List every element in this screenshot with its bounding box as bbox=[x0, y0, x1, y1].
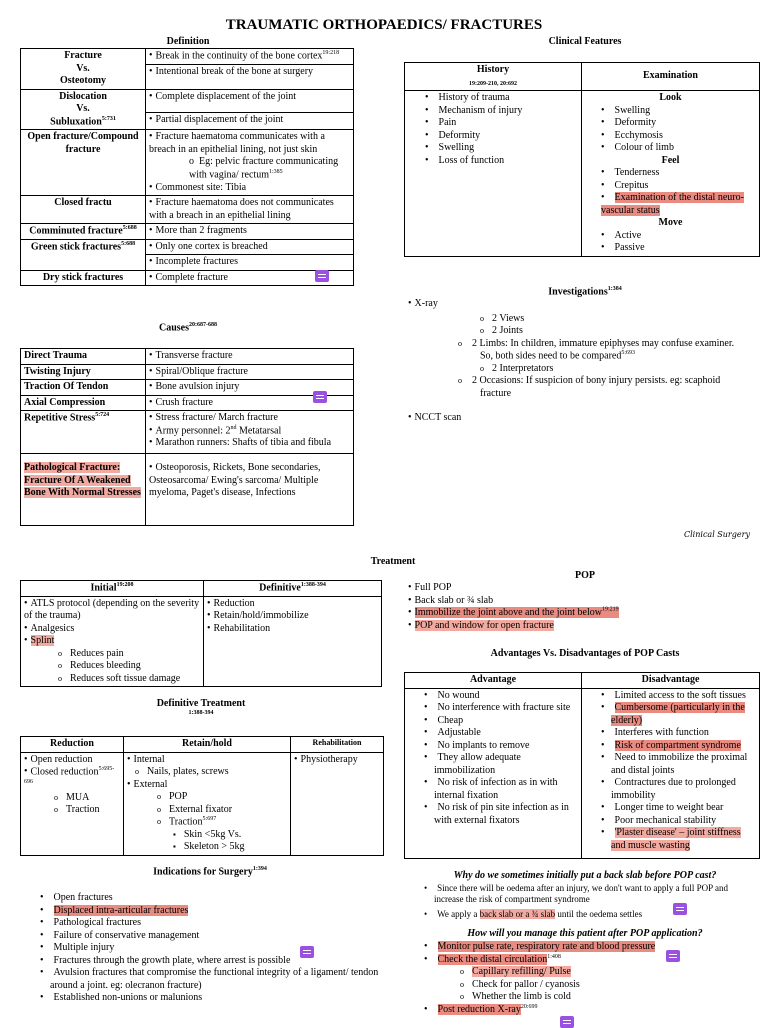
list-item: • Fracture haematoma communicates with a breach in an epithelial lining, not just skin bbox=[149, 131, 350, 156]
definitive-header: Definitive$^{1:388-394}$ bbox=[204, 581, 382, 597]
list-item: • We apply a back slab or a ¾ slab until the oedema settles bbox=[408, 909, 758, 920]
table-row bbox=[21, 89, 354, 130]
table-row bbox=[21, 411, 354, 454]
definitive-table bbox=[20, 736, 384, 856]
list-item: • Colour of limb bbox=[585, 142, 756, 155]
list-item: • Retain/hold/immobilize bbox=[207, 610, 378, 623]
history-header: History 19:209-210, 20:692 bbox=[405, 63, 582, 91]
list-item: o 2 Joints bbox=[458, 325, 748, 338]
treatment-table bbox=[20, 580, 382, 687]
term-dislocation: Dislocation Vs. Subluxation$^{5:731}$ bbox=[21, 89, 146, 130]
list-item: • Swelling bbox=[409, 142, 578, 155]
list-item: • No risk of pin site infection as in with external fixators bbox=[408, 802, 578, 827]
table-row bbox=[21, 395, 354, 411]
list-item: • Spiral/Oblique fracture bbox=[146, 364, 354, 380]
list-item: • Back slab or ¾ slab bbox=[408, 595, 758, 608]
definition-heading: Definition bbox=[166, 36, 210, 47]
list-item: o 2 Limbs: In children, immature epiphyses may confuse examiner. So, both sides need to be compared$^{5:693}$ bbox=[458, 337, 735, 362]
list-item: • History of trauma bbox=[409, 92, 578, 105]
retain-header: Retain/hold bbox=[124, 737, 291, 753]
comment-icon[interactable] bbox=[666, 950, 680, 962]
table-row bbox=[21, 49, 354, 90]
list-item: • Fracture haematoma does not communicates with a breach in an epithelial lining bbox=[146, 196, 354, 224]
list-item: ▪ Skin <5kg Vs. bbox=[127, 829, 287, 842]
list-item: • Failure of conservative management bbox=[24, 930, 380, 943]
table-row bbox=[21, 454, 354, 526]
footer-script: Clinical Surgery bbox=[684, 530, 750, 539]
term-drystick: Dry stick fractures bbox=[21, 270, 146, 286]
list-item: • Complete displacement of the joint bbox=[146, 90, 353, 113]
list-item: o 2 Views bbox=[458, 313, 748, 326]
list-item: o Check for pallor / cyanosis bbox=[438, 979, 758, 992]
term-open-fracture: Open fracture/Compound fracture bbox=[21, 130, 146, 196]
list-item: • Examination of the distal neuro-vascular status bbox=[585, 192, 756, 217]
definition-table bbox=[20, 48, 354, 286]
look-header: Look bbox=[659, 92, 682, 103]
document-title: TRAUMATIC ORTHOPAEDICS/ FRACTURES bbox=[225, 17, 543, 33]
table-row bbox=[21, 224, 354, 240]
list-item: • Cheap bbox=[408, 715, 578, 728]
list-item: • Check the distal circulation$^{1:408}$ bbox=[408, 954, 758, 967]
definitive-ref: 1:388-394 bbox=[188, 710, 214, 716]
treatment-heading: Treatment bbox=[370, 556, 416, 567]
list-item: • X-ray bbox=[408, 298, 748, 311]
reduction-header: Reduction bbox=[21, 737, 124, 753]
list-item: • Risk of compartment syndrome bbox=[585, 740, 756, 753]
list-item: • Full POP bbox=[408, 582, 758, 595]
cause-term: Repetitive Stress$^{5:724}$ bbox=[21, 411, 146, 454]
list-item: • Army personnel: 2nd Metatarsal bbox=[149, 425, 350, 438]
list-item: • Adjustable bbox=[408, 727, 578, 740]
list-item: • More than 2 fragments bbox=[146, 224, 354, 240]
table-row bbox=[21, 130, 354, 196]
list-item: o Reduces bleeding bbox=[36, 660, 200, 673]
table-row bbox=[21, 270, 354, 286]
list-item: • Commonest site: Tibia bbox=[149, 182, 350, 195]
question-backslab: Why do we sometimes initially put a back slab before POP cast? bbox=[453, 870, 717, 881]
table-row bbox=[21, 380, 354, 396]
list-item: • Analgesics bbox=[24, 623, 200, 636]
list-item: • Contractures due to prolonged immobility bbox=[585, 777, 756, 802]
comment-icon[interactable] bbox=[313, 391, 327, 403]
term-comminuted: Comminuted fracture$^{5:688}$ bbox=[21, 224, 146, 240]
list-item: • Rehabilitation bbox=[207, 623, 378, 636]
list-item: • Active bbox=[585, 230, 756, 243]
list-item: • Deformity bbox=[409, 130, 578, 143]
list-item: • Monitor pulse rate, respiratory rate and blood pressure bbox=[408, 941, 758, 954]
list-item: • Pathological fractures bbox=[24, 917, 380, 930]
list-item: • Displaced intra-articular fractures bbox=[24, 905, 380, 918]
list-item: • Established non-unions or malunions bbox=[24, 992, 380, 1005]
list-item: • Physiotherapy bbox=[291, 752, 384, 855]
advdis-table bbox=[404, 672, 760, 859]
list-item: o 2 Interpretators bbox=[458, 363, 748, 376]
table-row bbox=[21, 239, 354, 270]
disadvantage-header: Disadvantage bbox=[582, 673, 760, 689]
comment-icon[interactable] bbox=[300, 946, 314, 958]
list-item: • Mechanism of injury bbox=[409, 105, 578, 118]
initial-header: Initial$^{19:208}$ bbox=[21, 581, 204, 597]
list-item: • Partial displacement of the joint bbox=[146, 113, 353, 128]
list-item: o Reduces pain bbox=[36, 648, 200, 661]
list-item: • Longer time to weight bear bbox=[585, 802, 756, 815]
term-closed: Closed fractu bbox=[21, 196, 146, 224]
list-item: • 'Plaster disease' – joint stiffness and muscle wasting bbox=[585, 827, 756, 852]
cause-term: Direct Trauma bbox=[21, 349, 146, 365]
table-row bbox=[21, 364, 354, 380]
list-item: • Limited access to the soft tissues bbox=[585, 690, 756, 703]
cause-term: Twisting Injury bbox=[21, 364, 146, 380]
investigations-heading: Investigations$^{1:384}$ bbox=[548, 286, 622, 298]
list-item: • Reduction bbox=[207, 598, 378, 611]
list-item: • External bbox=[127, 779, 287, 792]
list-item: • Transverse fracture bbox=[146, 349, 354, 365]
list-item: • Since there will be oedema after an injury, we don't want to apply a full POP and increase the risk of compartment syndrome bbox=[408, 883, 758, 906]
list-item: • Open fractures bbox=[24, 892, 380, 905]
list-item: • Ecchymosis bbox=[585, 130, 756, 143]
list-item: • Open reduction bbox=[24, 754, 120, 767]
list-item: • No implants to remove bbox=[408, 740, 578, 753]
list-item: • No wound bbox=[408, 690, 578, 703]
list-item: • Passive bbox=[585, 242, 756, 255]
list-item: o Capillary refilling/ Pulse bbox=[438, 966, 758, 979]
q2-answers bbox=[408, 941, 758, 1017]
investigations-list bbox=[408, 298, 748, 425]
list-item: • Interferes with function bbox=[585, 727, 756, 740]
list-item: o Eg: pelvic fracture communicating with vagina/ rectum$^{1:385}$ bbox=[189, 156, 339, 181]
list-item: • Complete fracture bbox=[146, 270, 354, 286]
cause-term: Axial Compression bbox=[21, 395, 146, 411]
rehab-header: Rehabilitation bbox=[291, 737, 384, 753]
list-item: • Stress fracture/ March fracture bbox=[149, 412, 350, 425]
list-item: • Only one cortex is breached bbox=[146, 240, 353, 256]
surgery-heading: Indications for Surgery$^{1:394}$ bbox=[153, 866, 267, 878]
list-item: • Break in the continuity of the bone cortex$^{19:218}$ bbox=[146, 49, 353, 65]
list-item: o 2 Occasions: If suspicion of bony injury persists. eg: scaphoid fracture bbox=[458, 375, 721, 399]
list-item: • Splint bbox=[24, 635, 200, 648]
comment-icon[interactable] bbox=[560, 1016, 574, 1028]
comment-icon[interactable] bbox=[315, 270, 329, 282]
list-item: • No risk of infection as in with internal fixation bbox=[408, 777, 578, 802]
pop-list bbox=[408, 582, 758, 632]
advantage-header: Advantage bbox=[405, 673, 582, 689]
feel-header: Feel bbox=[661, 154, 680, 166]
table-row bbox=[21, 349, 354, 365]
list-item: • Swelling bbox=[585, 105, 756, 118]
list-item: • Cumbersome (particularly in the elderly) bbox=[585, 702, 756, 727]
table-row bbox=[21, 196, 354, 224]
question-after-pop: How will you manage this patient after POP application? bbox=[467, 928, 703, 939]
list-item: • NCCT scan bbox=[408, 412, 748, 425]
causes-table bbox=[20, 348, 354, 526]
q1-answers bbox=[408, 883, 758, 920]
clinical-heading: Clinical Features bbox=[548, 36, 622, 47]
list-item: • Avulsion fractures that compromise the functional integrity of a ligament/ tendon around a joint. eg: olecranon fracture) bbox=[24, 967, 380, 992]
term-fracture: Fracture Vs. Osteotomy bbox=[21, 49, 146, 90]
list-item: • Crepitus bbox=[585, 180, 756, 193]
list-item: ▪ Skeleton > 5kg bbox=[127, 841, 287, 854]
definitive-heading: Definitive Treatment bbox=[156, 698, 246, 709]
move-header: Move bbox=[658, 217, 683, 228]
list-item: o Reduces soft tissue damage bbox=[36, 673, 200, 686]
list-item: o POP bbox=[135, 791, 287, 804]
list-item: • Osteoporosis, Rickets, Bone secondaries, Osteosarcoma/ Ewing's sarcoma/ Multiple myeloma, Paget's disease, Infections bbox=[146, 454, 354, 526]
list-item: • Need to immobilize the proximal and distal joints bbox=[585, 752, 756, 777]
list-item: • No interference with fracture site bbox=[408, 702, 578, 715]
list-item: o Nails, plates, screws bbox=[127, 766, 287, 779]
list-item: • POP and window for open fracture bbox=[408, 620, 758, 633]
causes-heading: Causes$^{20:687-688}$ bbox=[158, 322, 217, 334]
pop-heading: POP bbox=[575, 570, 595, 581]
list-item: o Traction bbox=[32, 804, 120, 817]
list-item: o Traction$^{5:697}$ bbox=[157, 816, 217, 828]
cause-term: Pathological Fracture: Fracture Of A Weakened Bone With Normal Stresses bbox=[21, 454, 146, 526]
list-item: • Closed reduction$^{5:695-696}$ bbox=[24, 766, 120, 792]
list-item: o MUA bbox=[32, 792, 120, 805]
list-item: • Pain bbox=[409, 117, 578, 130]
list-item: o Whether the limb is cold bbox=[438, 991, 758, 1004]
cause-term: Traction Of Tendon bbox=[21, 380, 146, 396]
list-item: • Loss of function bbox=[409, 155, 578, 168]
list-item: • Poor mechanical stability bbox=[585, 815, 756, 828]
list-item: • Post reduction X-ray$^{20:699}$ bbox=[408, 1004, 758, 1017]
list-item: • Immobilize the joint above and the joint below$^{19:219}$ bbox=[408, 607, 758, 620]
list-item: • ATLS protocol (depending on the severity of the trauma) bbox=[24, 598, 200, 623]
advdis-heading: Advantages Vs. Disadvantages of POP Casts bbox=[490, 648, 680, 659]
list-item: • They allow adequate immobilization bbox=[408, 752, 578, 777]
clinical-table bbox=[404, 62, 760, 257]
list-item: • Bone avulsion injury bbox=[146, 380, 354, 396]
exam-header: Examination bbox=[582, 63, 760, 91]
surgery-list bbox=[24, 892, 380, 1005]
list-item: • Tenderness bbox=[585, 167, 756, 180]
list-item: • Incomplete fractures bbox=[146, 255, 353, 270]
list-item: • Fractures through the growth plate, where arrest is possible bbox=[24, 955, 380, 968]
list-item: • Deformity bbox=[585, 117, 756, 130]
list-item: • Multiple injury bbox=[24, 942, 380, 955]
list-item: • Marathon runners: Shafts of tibia and fibula bbox=[149, 437, 350, 450]
list-item: • Internal bbox=[127, 754, 287, 767]
list-item: • Crush fracture bbox=[146, 395, 354, 411]
list-item: o External fixator bbox=[135, 804, 287, 817]
list-item: • Intentional break of the bone at surgery bbox=[146, 65, 353, 80]
term-greenstick: Green stick fractures$^{5:688}$ bbox=[21, 239, 146, 270]
comment-icon[interactable] bbox=[673, 903, 687, 915]
